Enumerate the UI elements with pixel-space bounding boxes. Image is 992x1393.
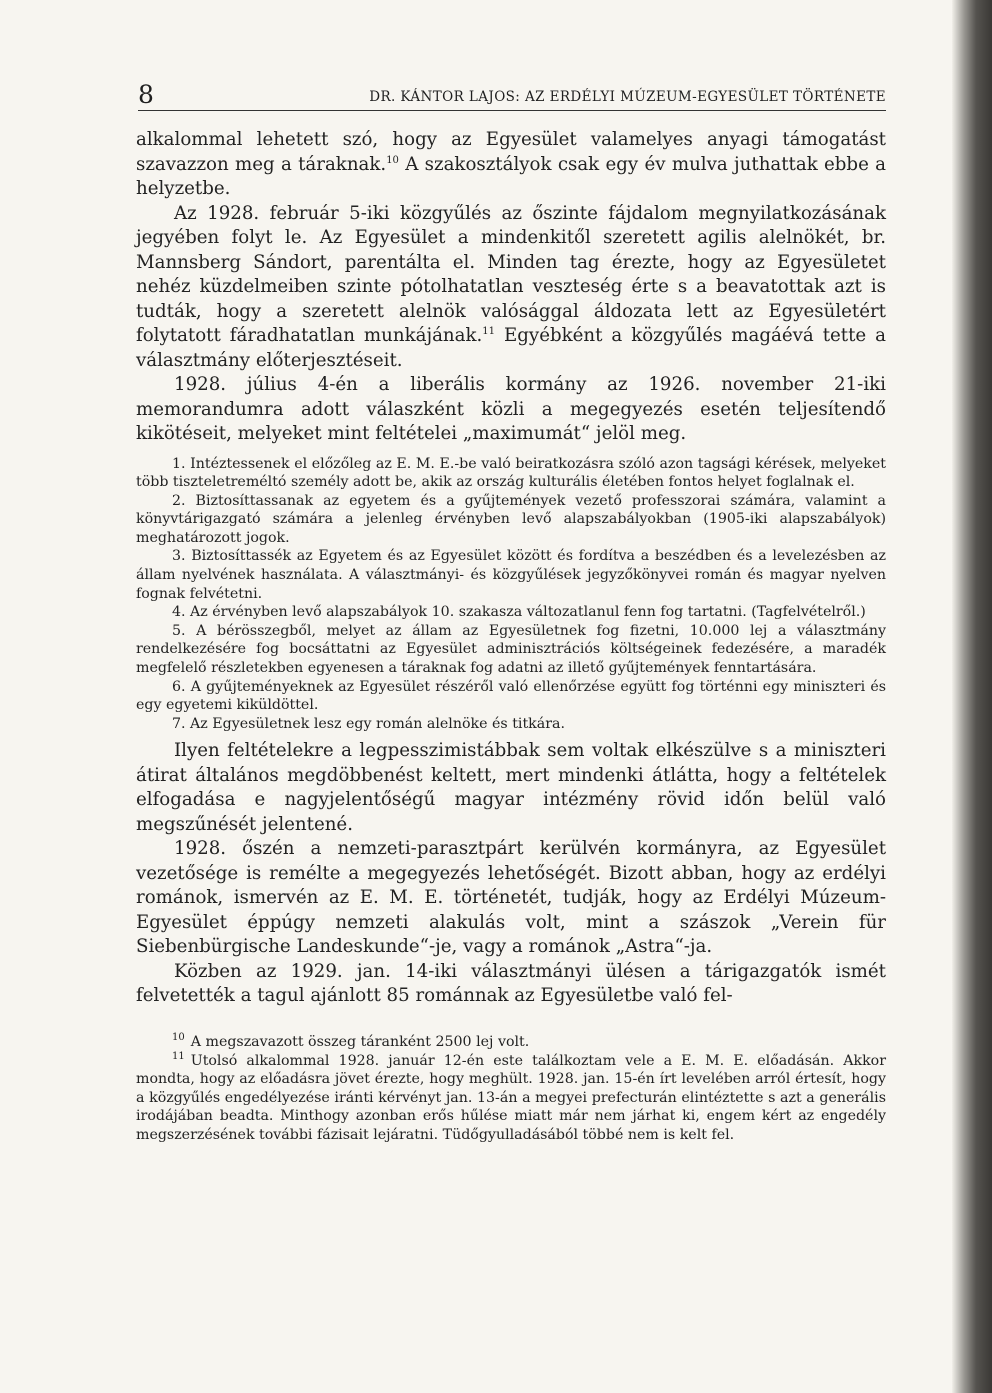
list-item: 4. Az érvényben levő alapszabályok 10. szakasza változatlanul fenn fog tartatni. (Tagfelvételről.)	[172, 604, 866, 621]
footnote: $^{11}$ Utolsó alkalommal 1928. január 12-én este találkoztam vele a E. M. E. előadásán. Akkor mondta, hogy az előadásra jövet érezte, hogy meghült. 1928. jan. 15-én írt levelében arról értesít, hogy a közgyűlés engedélyezése iránti kérvényt jan. 13-án a megyei prefecturán elintéztette s azt a generális irodájában beadta. Minthogy azonban erős hűlése miatt már nem járhat ki, engem kért az engedély megszerzésének további fázisait lejáratni. Tüdőgyulladásából többé nem is kelt fel.	[136, 1050, 886, 1143]
paragraph: Ilyen feltételekre a legpesszimistábbak sem voltak elkészülve s a miniszteri átirat általános megdöbbenést keltett, mert mindenki átlátta, hogy a feltételek elfogadása e nagyjelentőségű magyar intézmény rövid időn belül való megszűnését jelentené.	[136, 740, 886, 835]
footnote-reference: 10	[386, 154, 399, 166]
list-item: 3. Biztosíttassék az Egyetem és az Egyesület között és fordítva a beszédben és a levelezésben az állam nyelvének használata. A választmányi- és közgyűlések jegyzőkönyvei román és magyar nyelven fognak felvétetni.	[136, 548, 886, 602]
paragraph: 1928. július 4-én a liberális kormány az 1926. november 21-iki memorandumra adott válaszként közli a megegyezés esetén teljesítendő kikötéseit, melyeket mint feltételei „maximumát“ jelöl meg.	[136, 374, 886, 444]
footnote-spacer	[136, 1009, 886, 1027]
conditions-list	[136, 455, 886, 734]
footnote-mark: 11	[172, 1050, 185, 1062]
book-binding-edge	[952, 0, 992, 1393]
paragraph: Az 1928. február 5-iki közgyűlés az őszinte fájdalom megnyilatkozásának jegyében folyt le. Az Egyesület a mindenkitől szeretett agilis alelnökét, br. Mannsberg Sándort, parentálta el. Minden tag érezte, hogy az Egyesületet nehéz küzdelmeiben szinte pótolhatatlan veszteség érte s a beavatottak azt is tudták, hogy a szeretett alelnök valósággal áldozata lett az Egyesületért folytatott fáradhatatlan munkájának.$^{11}$ Egyébként a közgyűlés magáévá tette a választmány előterjesztéseit.	[136, 202, 887, 371]
paragraph: 1928. őszén a nemzeti-parasztpárt kerülvén kormányra, az Egyesület vezetősége is remélte a megegyezés lehetőségét. Bizott abban, hogy az erdélyi románok, ismervén az E. M. E. történetét, tudják, hogy az Erdélyi Múzeum-Egyesület éppúgy nemzeti alakulás volt, mint a szászok „Verein für Siebenbürgische Landeskunde“-je, vagy a románok „Astra“-ja.	[136, 838, 886, 958]
running-title: DR. KÁNTOR LAJOS: AZ ERDÉLYI MÚZEUM-EGYESÜLET TÖRTÉNETE	[369, 89, 886, 105]
list-item: 7. Az Egyesületnek lesz egy román alelnöke és titkára.	[172, 715, 565, 732]
paragraph: alkalommal lehetett szó, hogy az Egyesület valamelyes anyagi támogatást szavazzon meg a táraknak.$^{10}$ A szakosztályok csak egy év mulva juthattak ebbe a helyzetbe.	[136, 129, 886, 199]
paragraph: Közben az 1929. jan. 14-iki választmányi ülésen a tárigazgatók ismét felvetették a tagul ajánlott 85 románnak az Egyesületbe való fel-	[136, 960, 886, 1007]
list-item: 2. Biztosíttassanak az egyetem és a gyűjtemények vezető professzorai számára, valamint a könyvtárigazgató számára a jelenleg érvényben levő alapszabályokban (1905-iki alapszabályok) meghatározott jogok.	[136, 492, 886, 546]
page-header	[138, 82, 886, 111]
footnotes	[136, 1033, 886, 1145]
list-item: 1. Intéztessenek el előzőleg az E. M. E.-be való beiratkozásra szóló azon tagsági kérések, melyeket több tiszteletreméltó személy adott be, akik az ország kulturális életében fontos helyet foglalnak el.	[136, 455, 886, 491]
footnote-mark: 10	[172, 1032, 185, 1044]
footnote-reference: 11	[482, 325, 496, 337]
footnote: $^{10}$ A megszavazott összeg táranként 2500 lej volt.	[172, 1032, 530, 1050]
page-body	[136, 128, 886, 1144]
list-item: 6. A gyűjteményeknek az Egyesület részéről való ellenőrzése együtt fog történni egy miniszteri és egy egyetemi kiküldöttel.	[136, 678, 886, 714]
list-item: 5. A bérösszegből, melyet az állam az Egyesületnek fog fizetni, 10.000 lej a választmány rendelkezésére fog bocsáttatni az Egyesület adminisztrációs költségeinek fedezésére, a maradék megfelelő részletekben egyenesen a táraknak fog adatni az illető gyűjtemények fenntartására.	[136, 622, 886, 677]
page-number: 8	[138, 80, 154, 109]
